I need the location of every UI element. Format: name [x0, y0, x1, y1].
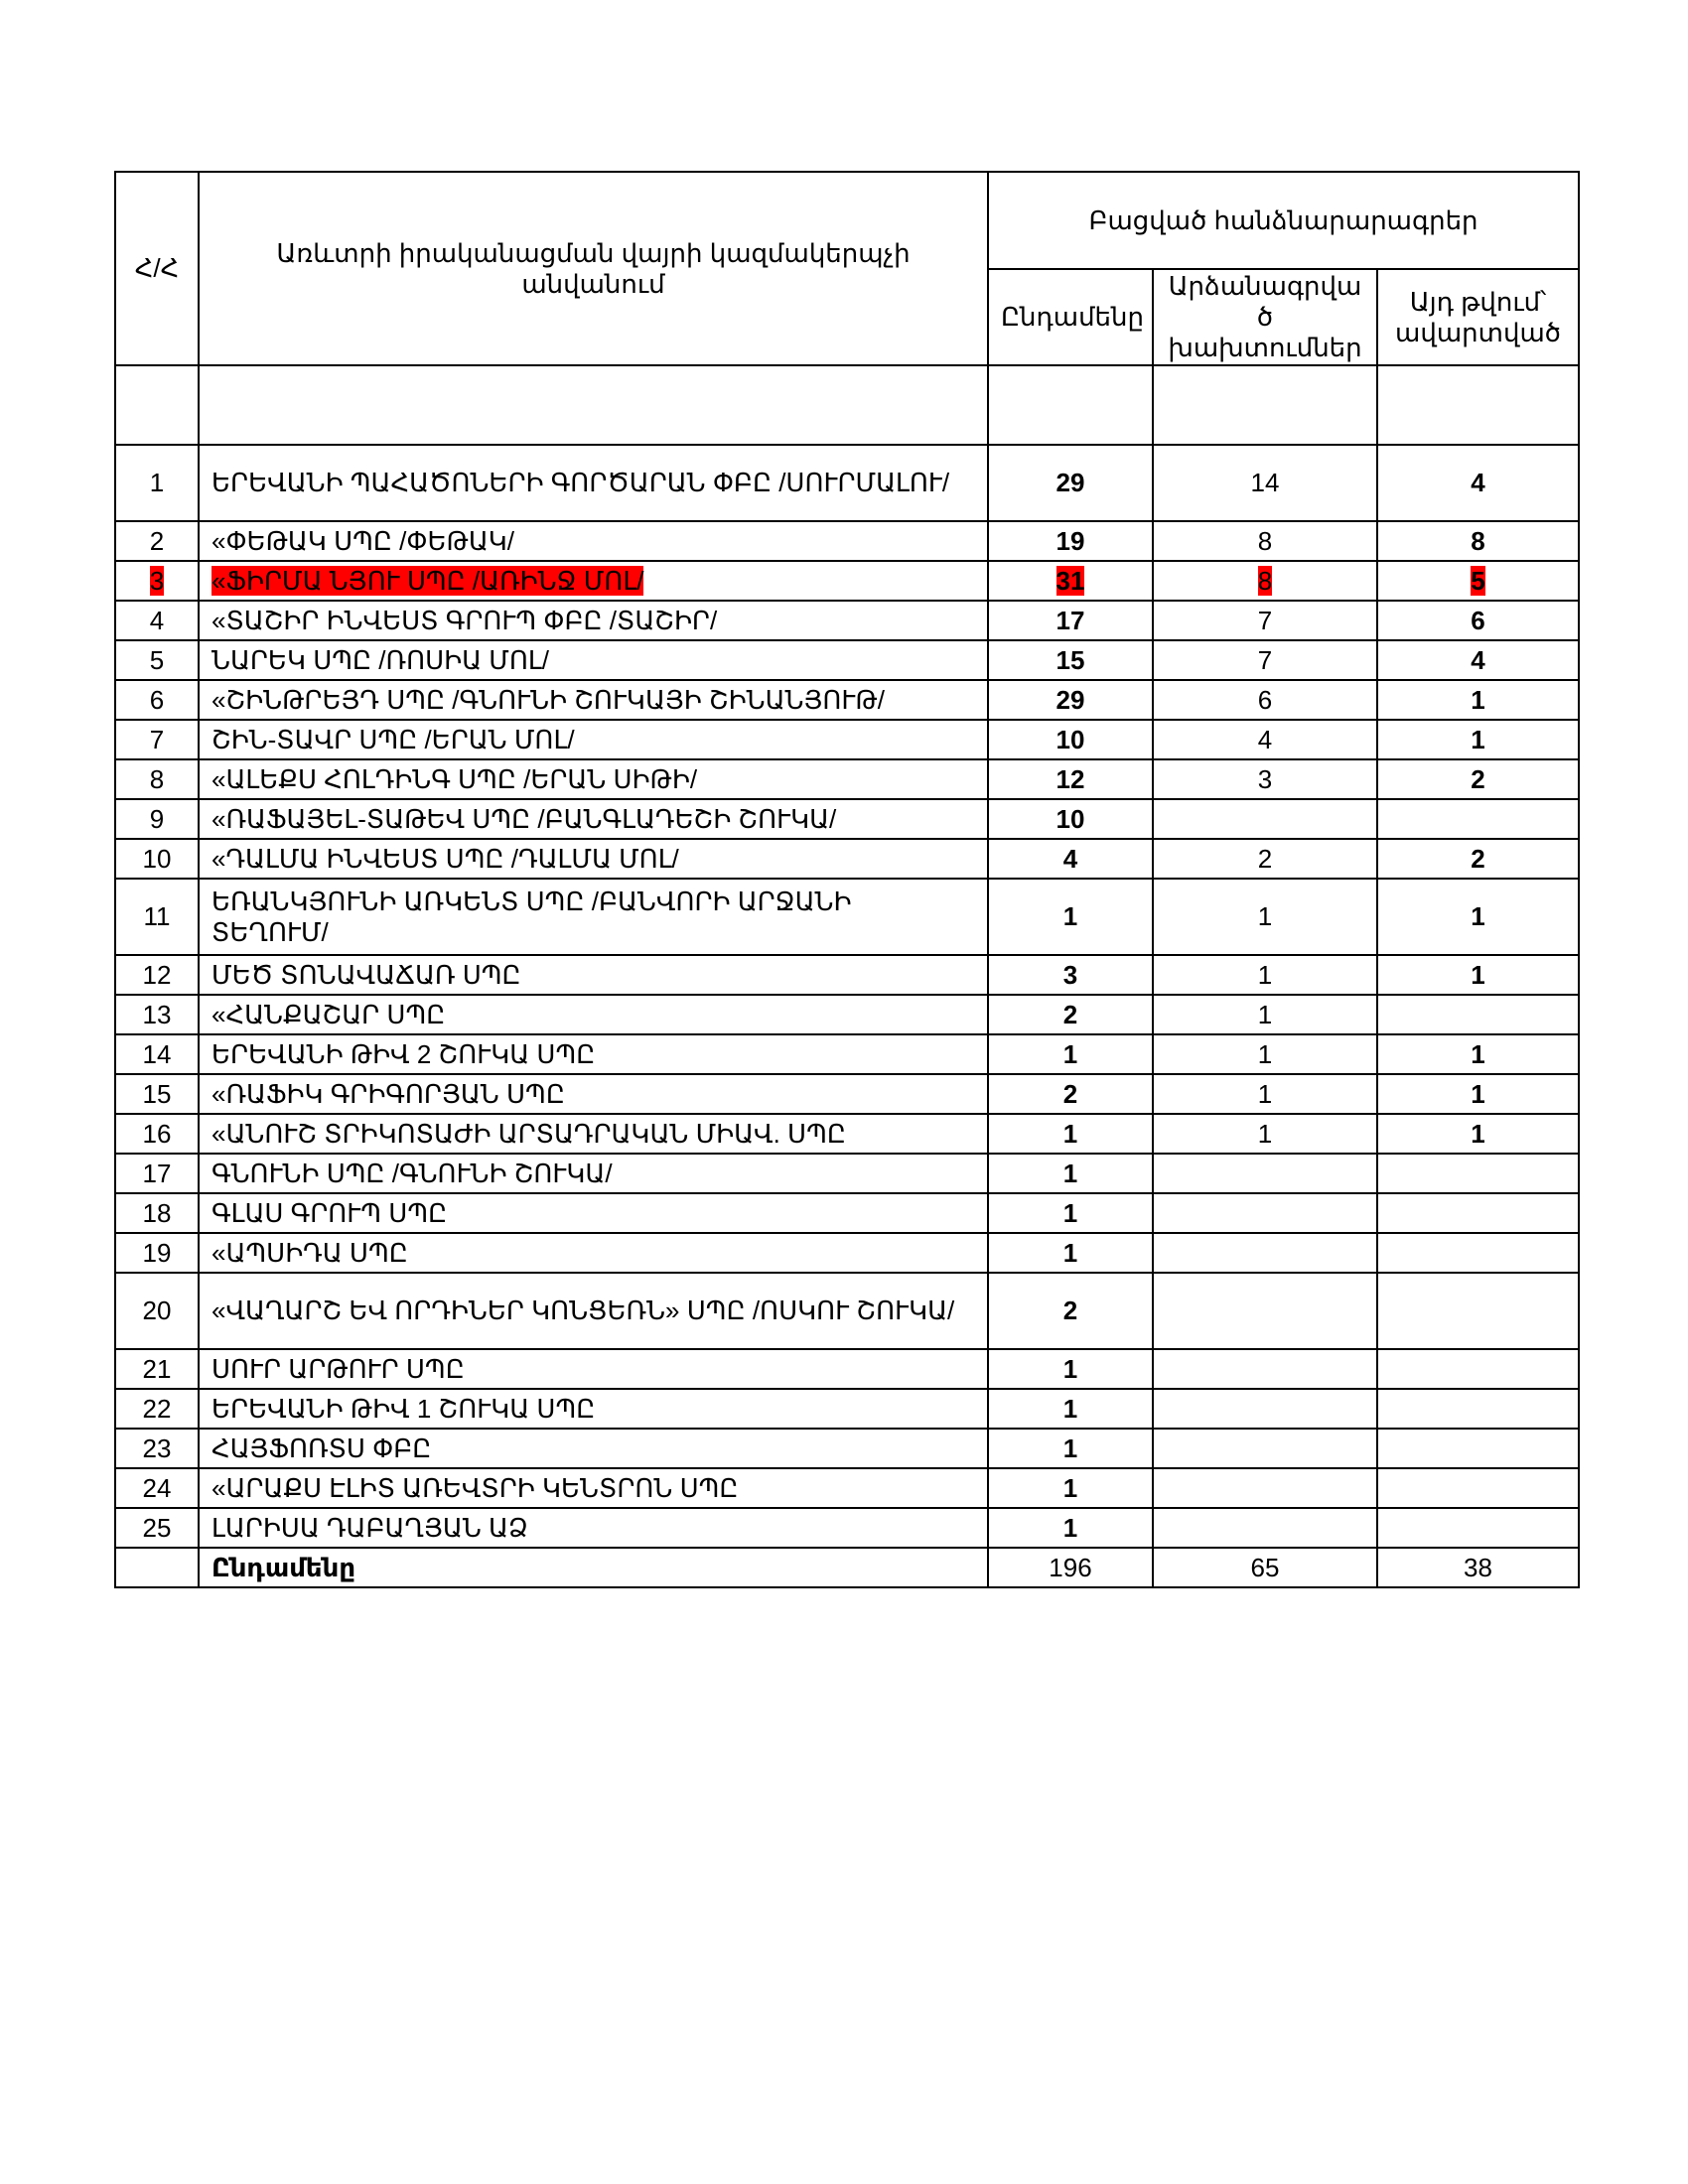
- row-number: 5: [115, 640, 199, 680]
- row-total: 2: [988, 995, 1153, 1034]
- table-row: [115, 1429, 1579, 1468]
- row-total: 1: [988, 1508, 1153, 1548]
- row-number: 22: [115, 1389, 199, 1429]
- row-total: 2: [988, 1074, 1153, 1114]
- table-row: [115, 601, 1579, 640]
- table-row: [115, 1193, 1579, 1233]
- row-organizer-name: «ԴԱԼՄԱ ԻՆՎԵՍՏ ՍՊԸ /ԴԱԼՄԱ ՄՈԼ/: [199, 839, 988, 879]
- row-violations: 1: [1153, 1114, 1377, 1154]
- row-organizer-name: ՄԵԾ ՏՈՆԱՎԱՃԱՌ ՍՊԸ: [199, 955, 988, 995]
- row-violations: 1: [1153, 1074, 1377, 1114]
- row-total: 1: [988, 1429, 1153, 1468]
- highlight-mark: 5: [1471, 565, 1485, 596]
- table-row: [115, 1349, 1579, 1389]
- row-completed: 1: [1377, 879, 1579, 955]
- table-row: [115, 799, 1579, 839]
- row-completed: [1377, 1233, 1579, 1273]
- row-violations: 3: [1153, 759, 1377, 799]
- row-completed: [1377, 995, 1579, 1034]
- row-violations: [1153, 561, 1377, 601]
- row-number: 20: [115, 1273, 199, 1349]
- row-completed: 8: [1377, 521, 1579, 561]
- row-completed: 2: [1377, 759, 1579, 799]
- row-completed: [1377, 1273, 1579, 1349]
- row-violations: [1153, 799, 1377, 839]
- row-violations: [1153, 1349, 1377, 1389]
- row-organizer-name: ՍՈՒՐ ԱՐԹՈՒՐ ՍՊԸ: [199, 1349, 988, 1389]
- row-violations: 1: [1153, 1034, 1377, 1074]
- row-number: 11: [115, 879, 199, 955]
- highlight-mark: 3: [149, 565, 165, 596]
- row-violations: [1153, 1508, 1377, 1548]
- row-completed: [1377, 1468, 1579, 1508]
- table-row: [115, 521, 1579, 561]
- row-organizer-name: ՇԻՆ-ՏԱՎՐ ՍՊԸ /ԵՐԱՆ ՄՈԼ/: [199, 720, 988, 759]
- row-number: 2: [115, 521, 199, 561]
- table-row: [115, 445, 1579, 521]
- row-completed: 2: [1377, 839, 1579, 879]
- table-row: [115, 759, 1579, 799]
- table-row: [115, 720, 1579, 759]
- row-violations: 2: [1153, 839, 1377, 879]
- row-organizer-name: «ՓԵԹԱԿ ՍՊԸ /ՓԵԹԱԿ/: [199, 521, 988, 561]
- row-number: 23: [115, 1429, 199, 1468]
- row-number: 12: [115, 955, 199, 995]
- table-body: [115, 445, 1579, 1548]
- row-total: 3: [988, 955, 1153, 995]
- header-completed: Այդ թվում՝ ավարտված: [1377, 269, 1579, 365]
- row-completed: [1377, 561, 1579, 601]
- row-completed: [1377, 1508, 1579, 1548]
- row-total: 1: [988, 1349, 1153, 1389]
- row-organizer-name: ԵՐԵՎԱՆԻ ԹԻՎ 1 ՇՈՒԿԱ ՍՊԸ: [199, 1389, 988, 1429]
- table-row: [115, 1508, 1579, 1548]
- header-organizer-name: Առևտրի իրականացման վայրի կազմակերպչի անվանում: [199, 172, 988, 365]
- row-violations: [1153, 1233, 1377, 1273]
- row-number: 7: [115, 720, 199, 759]
- row-violations: 1: [1153, 955, 1377, 995]
- row-total: 1: [988, 1468, 1153, 1508]
- table-row: [115, 839, 1579, 879]
- row-organizer-name: ԳՆՈՒՆԻ ՍՊԸ /ԳՆՈՒՆԻ ՇՈՒԿԱ/: [199, 1154, 988, 1193]
- row-total: 1: [988, 1193, 1153, 1233]
- row-organizer-name: ԼԱՐԻՍԱ ԴԱԲԱՂՅԱՆ ԱՁ: [199, 1508, 988, 1548]
- row-number: 6: [115, 680, 199, 720]
- row-organizer-name: ՆԱՐԵԿ ՍՊԸ /ՌՈՍԻԱ ՄՈԼ/: [199, 640, 988, 680]
- row-completed: [1377, 1193, 1579, 1233]
- row-violations: 8: [1153, 521, 1377, 561]
- row-total: 1: [988, 1114, 1153, 1154]
- row-violations: 1: [1153, 879, 1377, 955]
- row-completed: 4: [1377, 445, 1579, 521]
- row-violations: 7: [1153, 640, 1377, 680]
- row-organizer-name: ԵՐԵՎԱՆԻ ԹԻՎ 2 ՇՈՒԿԱ ՍՊԸ: [199, 1034, 988, 1074]
- row-completed: 1: [1377, 1074, 1579, 1114]
- row-violations: 6: [1153, 680, 1377, 720]
- row-total: 1: [988, 879, 1153, 955]
- row-total: 17: [988, 601, 1153, 640]
- row-violations: 7: [1153, 601, 1377, 640]
- row-organizer-name: «ՇԻՆԹՐԵՅԴ ՍՊԸ /ԳՆՈՒՆԻ ՇՈՒԿԱՅԻ ՇԻՆԱՆՅՈՒԹ/: [199, 680, 988, 720]
- row-organizer-name: ԵՐԵՎԱՆԻ ՊԱՀԱԾՈՆԵՐԻ ԳՈՐԾԱՐԱՆ ՓԲԸ /ՍՈՒՐՄԱԼՈՒ/: [199, 445, 988, 521]
- row-number: 19: [115, 1233, 199, 1273]
- row-number: 9: [115, 799, 199, 839]
- row-violations: [1153, 1193, 1377, 1233]
- highlight-mark: 8: [1257, 565, 1273, 596]
- row-organizer-name: «ՌԱՖԻԿ ԳՐԻԳՈՐՅԱՆ ՍՊԸ: [199, 1074, 988, 1114]
- header-opened-orders: Բացված հանձնարարագրեր: [988, 172, 1579, 269]
- row-number: 8: [115, 759, 199, 799]
- row-total: 10: [988, 720, 1153, 759]
- header-violations: Արձանագրվա ծ խախտումներ: [1153, 269, 1377, 365]
- row-completed: [1377, 1349, 1579, 1389]
- row-organizer-name: «ԱՊՍԻԴԱ ՍՊԸ: [199, 1233, 988, 1273]
- row-number: 13: [115, 995, 199, 1034]
- row-total: 1: [988, 1034, 1153, 1074]
- row-total: 1: [988, 1233, 1153, 1273]
- row-number: 24: [115, 1468, 199, 1508]
- row-organizer-name: «ՏԱՇԻՐ ԻՆՎԵՍՏ ԳՐՈՒՊ ՓԲԸ /ՏԱՇԻՐ/: [199, 601, 988, 640]
- row-organizer-name: «ԱՐԱՔՍ ԷԼԻՏ ԱՌԵՎՏՐԻ ԿԵՆՏՐՈՆ ՍՊԸ: [199, 1468, 988, 1508]
- row-violations: [1153, 1468, 1377, 1508]
- table-row: [115, 680, 1579, 720]
- row-total: [988, 561, 1153, 601]
- row-violations: 14: [1153, 445, 1377, 521]
- table-row: [115, 1154, 1579, 1193]
- row-total: 1: [988, 1154, 1153, 1193]
- row-number: 16: [115, 1114, 199, 1154]
- row-completed: 1: [1377, 955, 1579, 995]
- highlight-mark: 31: [1055, 565, 1085, 596]
- totals-violations: 65: [1153, 1548, 1377, 1587]
- row-completed: 4: [1377, 640, 1579, 680]
- table-row: [115, 1273, 1579, 1349]
- row-number: [115, 561, 199, 601]
- row-number: 21: [115, 1349, 199, 1389]
- row-violations: 4: [1153, 720, 1377, 759]
- row-total: 1: [988, 1389, 1153, 1429]
- row-total: 29: [988, 680, 1153, 720]
- row-organizer-name: «ՌԱՖԱՅԵԼ-ՏԱԹԵՎ ՍՊԸ /ԲԱՆԳԼԱԴԵՇԻ ՇՈՒԿԱ/: [199, 799, 988, 839]
- row-total: 19: [988, 521, 1153, 561]
- row-organizer-name: [199, 561, 988, 601]
- row-violations: [1153, 1154, 1377, 1193]
- row-completed: 1: [1377, 1114, 1579, 1154]
- row-number: 10: [115, 839, 199, 879]
- totals-completed: 38: [1377, 1548, 1579, 1587]
- table-row: [115, 995, 1579, 1034]
- row-organizer-name: «ԱՆՈՒՇ ՏՐԻԿՈՏԱԺԻ ԱՐՏԱԴՐԱԿԱՆ ՄԻԱՎ. ՍՊԸ: [199, 1114, 988, 1154]
- row-total: 15: [988, 640, 1153, 680]
- highlight-mark: «ՖԻՐՄԱ ՆՅՈՒ ՍՊԸ /ԱՌԻՆՋ ՄՈԼ/: [211, 565, 644, 596]
- row-completed: [1377, 799, 1579, 839]
- row-organizer-name: «ՎԱՂԱՐՇ ԵՎ ՈՐԴԻՆԵՐ ԿՈՆՑԵՌՆ» ՍՊԸ /ՈՍԿՈՒ ՇՈՒԿԱ/: [199, 1273, 988, 1349]
- row-total: 29: [988, 445, 1153, 521]
- row-organizer-name: ԳԼԱՍ ԳՐՈՒՊ ՍՊԸ: [199, 1193, 988, 1233]
- row-number: 4: [115, 601, 199, 640]
- row-completed: 1: [1377, 1034, 1579, 1074]
- row-total: 4: [988, 839, 1153, 879]
- table-row: [115, 640, 1579, 680]
- header-total: Ընդամենը: [988, 269, 1153, 365]
- row-violations: [1153, 1389, 1377, 1429]
- table-row: [115, 1074, 1579, 1114]
- row-number: 15: [115, 1074, 199, 1114]
- table-row: [115, 879, 1579, 955]
- row-total: 10: [988, 799, 1153, 839]
- row-completed: 6: [1377, 601, 1579, 640]
- row-organizer-name: «ԱԼԵՔՍ ՀՈԼԴԻՆԳ ՍՊԸ /ԵՐԱՆ ՍԻԹԻ/: [199, 759, 988, 799]
- row-number: 17: [115, 1154, 199, 1193]
- inspection-table: [114, 171, 1580, 1588]
- table-row: [115, 1034, 1579, 1074]
- row-completed: [1377, 1389, 1579, 1429]
- row-number: 25: [115, 1508, 199, 1548]
- table-row: [115, 1389, 1579, 1429]
- row-number: 18: [115, 1193, 199, 1233]
- table-row: [115, 1233, 1579, 1273]
- row-violations: [1153, 1273, 1377, 1349]
- row-total: 2: [988, 1273, 1153, 1349]
- table-row: [115, 561, 1579, 601]
- row-completed: 1: [1377, 720, 1579, 759]
- row-completed: [1377, 1154, 1579, 1193]
- row-organizer-name: ՀԱՅՖՈՌՏՍ ՓԲԸ: [199, 1429, 988, 1468]
- row-completed: [1377, 1429, 1579, 1468]
- row-violations: [1153, 1429, 1377, 1468]
- table-row: [115, 1468, 1579, 1508]
- totals-label: Ընդամենը: [199, 1548, 988, 1587]
- row-organizer-name: ԵՌԱՆԿՅՈՒՆԻ ԱՌԿԵՆՏ ՍՊԸ /ԲԱՆՎՈՐԻ ԱՐՋԱՆԻ ՏԵՂՈՒՄ/: [199, 879, 988, 955]
- empty-row: [115, 365, 1579, 445]
- row-organizer-name: «ՀԱՆՔԱՇԱՐ ՍՊԸ: [199, 995, 988, 1034]
- totals-row: [115, 1548, 1579, 1587]
- header-number: Հ/Հ: [115, 172, 199, 365]
- row-completed: 1: [1377, 680, 1579, 720]
- table-row: [115, 1114, 1579, 1154]
- totals-total: 196: [988, 1548, 1153, 1587]
- row-number: 1: [115, 445, 199, 521]
- row-total: 12: [988, 759, 1153, 799]
- row-violations: 1: [1153, 995, 1377, 1034]
- row-number: 14: [115, 1034, 199, 1074]
- table-row: [115, 955, 1579, 995]
